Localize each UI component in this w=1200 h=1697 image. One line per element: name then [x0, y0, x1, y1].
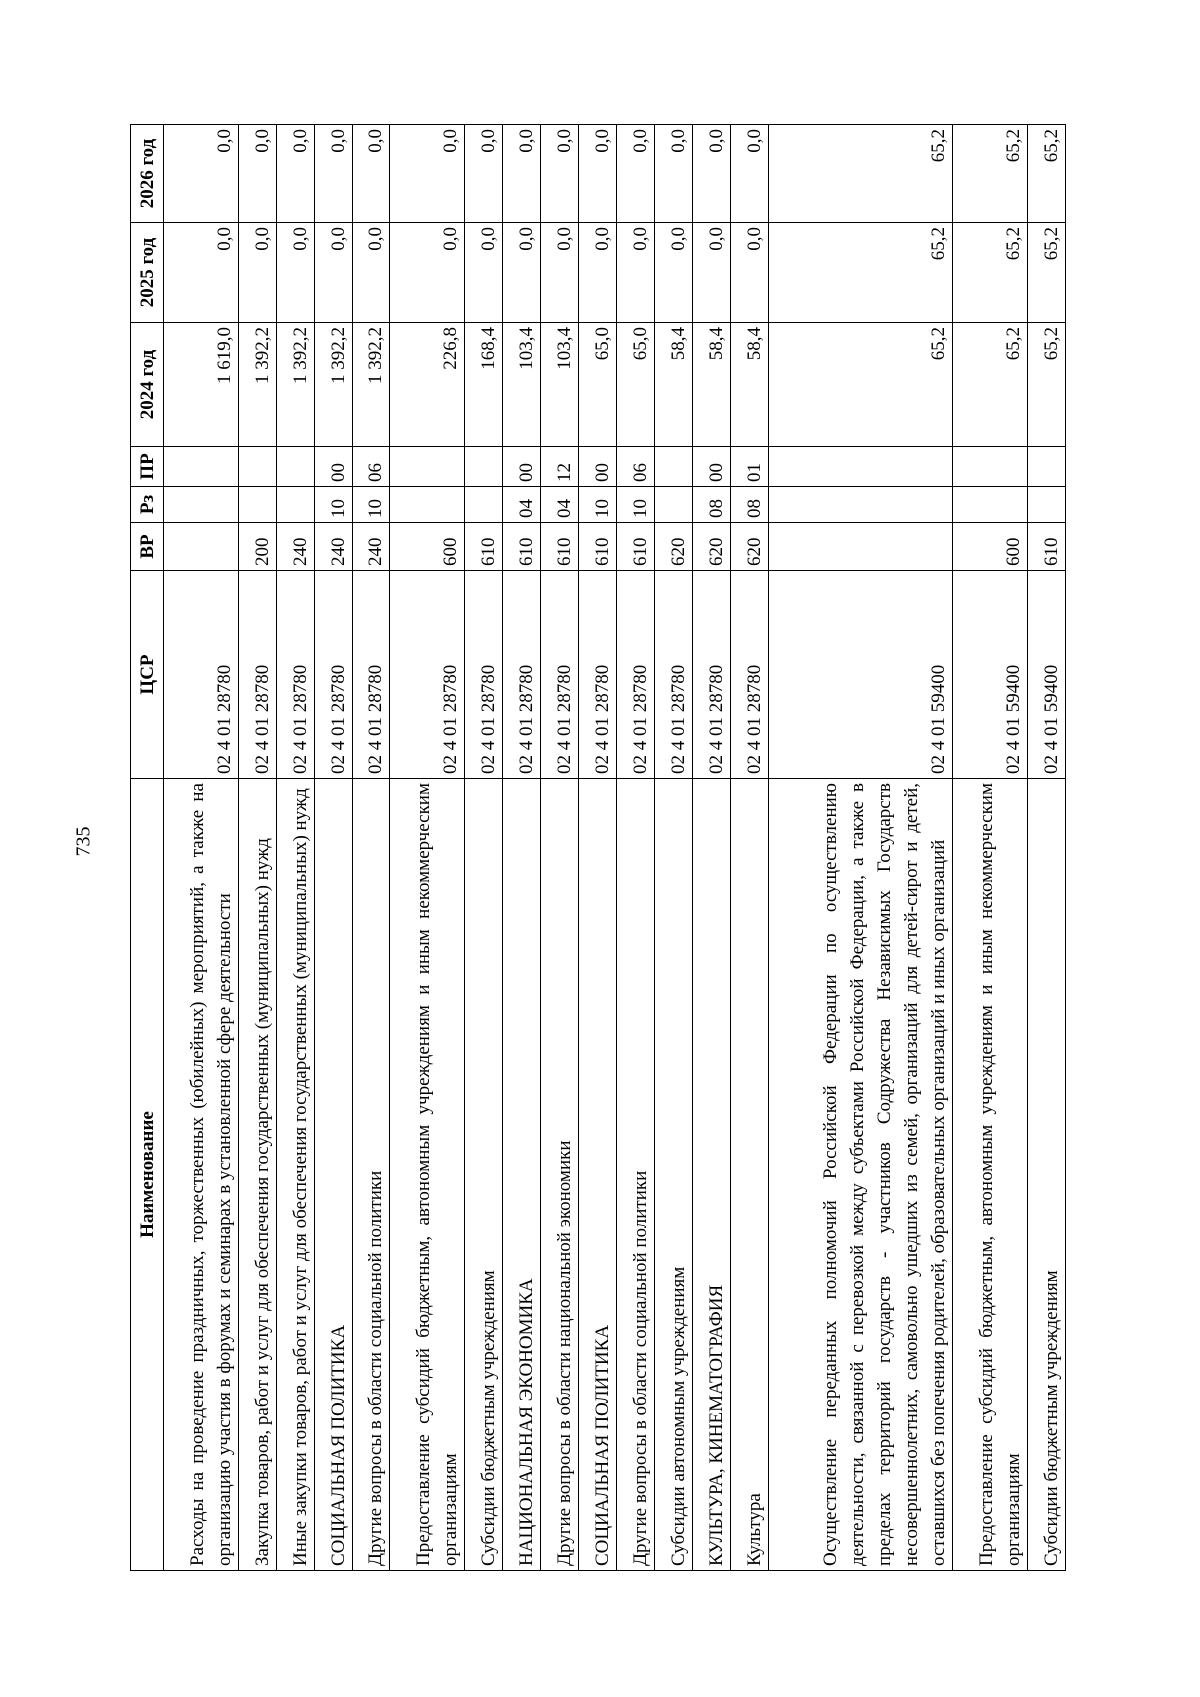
row-vr: 240: [352, 523, 390, 571]
budget-table-container: [130, 125, 1066, 1571]
row-rz: [654, 487, 692, 523]
row-2025: 0,0: [503, 223, 541, 323]
row-csr: 02 4 01 28780: [578, 571, 616, 779]
row-name: Другие вопросы в области социальной политики: [352, 779, 390, 1571]
table-row: [352, 125, 390, 1571]
row-csr: 02 4 01 28780: [164, 571, 239, 779]
row-2025: 0,0: [276, 223, 314, 323]
row-name: Предоставление субсидий бюджетным, автономным учреждениям и иным некоммерческим организациям: [953, 779, 1028, 1571]
row-name: Осуществление переданных полномочий Российской Федерации по осуществлению деятельности, связанной с перевозкой между субъектами Российской Федерации, а также в пределах территорий государств - участников Содружества Независимых Государств несовершеннолетних, самовольно ушедших из семей, организаций для детей-сирот и детей, оставшихся без попечения родителей, образовательных организаций и иных организаций: [768, 779, 952, 1571]
row-2026: 0,0: [692, 125, 730, 223]
row-pr: 12: [541, 447, 579, 487]
row-2024: 1 392,2: [276, 323, 314, 447]
table-row: [276, 125, 314, 1571]
row-2026: 0,0: [654, 125, 692, 223]
row-csr: 02 4 01 59400: [953, 571, 1028, 779]
row-csr: 02 4 01 28780: [352, 571, 390, 779]
table-row: [314, 125, 352, 1571]
row-name: Субсидии автономным учреждениям: [654, 779, 692, 1571]
row-2024: 1 392,2: [238, 323, 276, 447]
table-row: [503, 125, 541, 1571]
row-2025: 65,2: [1027, 223, 1065, 323]
row-csr: 02 4 01 28780: [503, 571, 541, 779]
row-2024: 168,4: [465, 323, 503, 447]
row-2026: 0,0: [541, 125, 579, 223]
row-rz: [238, 487, 276, 523]
header-rz: Рз: [131, 487, 164, 523]
row-2026: 0,0: [616, 125, 654, 223]
table-row: [238, 125, 276, 1571]
row-2025: 0,0: [352, 223, 390, 323]
row-rz: [1027, 487, 1065, 523]
row-rz: 10: [352, 487, 390, 523]
table-row: [692, 125, 730, 1571]
row-2025: 0,0: [390, 223, 465, 323]
row-pr: 00: [314, 447, 352, 487]
row-pr: [276, 447, 314, 487]
header-name: Наименование: [131, 779, 164, 1571]
row-pr: 06: [352, 447, 390, 487]
row-pr: [164, 447, 239, 487]
row-vr: 610: [578, 523, 616, 571]
row-rz: [768, 487, 952, 523]
row-name: Субсидии бюджетным учреждениям: [465, 779, 503, 1571]
row-2026: 65,2: [768, 125, 952, 223]
table-header-row: [131, 125, 164, 1571]
row-pr: [953, 447, 1028, 487]
row-csr: 02 4 01 28780: [276, 571, 314, 779]
row-2026: 0,0: [238, 125, 276, 223]
row-vr: 620: [654, 523, 692, 571]
row-rz: [164, 487, 239, 523]
row-2024: 1 392,2: [314, 323, 352, 447]
row-2024: 226,8: [390, 323, 465, 447]
row-csr: 02 4 01 28780: [616, 571, 654, 779]
row-name: КУЛЬТУРА, КИНЕМАТОГРАФИЯ: [692, 779, 730, 1571]
table-row: [1027, 125, 1065, 1571]
row-vr: 620: [730, 523, 768, 571]
row-vr: 610: [503, 523, 541, 571]
row-2024: 1 392,2: [352, 323, 390, 447]
row-2026: 0,0: [730, 125, 768, 223]
row-2025: 0,0: [692, 223, 730, 323]
row-2025: 0,0: [164, 223, 239, 323]
row-vr: 600: [390, 523, 465, 571]
table-row: [730, 125, 768, 1571]
row-rz: 10: [616, 487, 654, 523]
row-pr: 00: [578, 447, 616, 487]
row-2024: 1 619,0: [164, 323, 239, 447]
table-body: [164, 125, 1066, 1571]
row-pr: 06: [616, 447, 654, 487]
header-vr: ВР: [131, 523, 164, 571]
row-pr: 01: [730, 447, 768, 487]
row-rz: [390, 487, 465, 523]
row-name: Расходы на проведение праздничных, торжественных (юбилейных) мероприятий, а также на организацию участия в форумах и семинарах в установленной сфере деятельности: [164, 779, 239, 1571]
row-pr: [768, 447, 952, 487]
table-row: [465, 125, 503, 1571]
row-rz: [953, 487, 1028, 523]
row-2024: 65,2: [953, 323, 1028, 447]
row-csr: 02 4 01 28780: [730, 571, 768, 779]
row-vr: 610: [541, 523, 579, 571]
header-pr: ПР: [131, 447, 164, 487]
table-row: [768, 125, 952, 1571]
header-2025: 2025 год: [131, 223, 164, 323]
row-vr: 610: [616, 523, 654, 571]
row-csr: 02 4 01 28780: [654, 571, 692, 779]
row-2024: 65,2: [768, 323, 952, 447]
row-rz: 08: [730, 487, 768, 523]
row-2025: 0,0: [541, 223, 579, 323]
row-csr: 02 4 01 59400: [768, 571, 952, 779]
row-2024: 65,0: [578, 323, 616, 447]
row-vr: 200: [238, 523, 276, 571]
row-2025: 0,0: [654, 223, 692, 323]
row-rz: [465, 487, 503, 523]
row-2025: 0,0: [238, 223, 276, 323]
row-csr: 02 4 01 59400: [1027, 571, 1065, 779]
row-pr: 00: [692, 447, 730, 487]
row-vr: 610: [1027, 523, 1065, 571]
row-csr: 02 4 01 28780: [390, 571, 465, 779]
table-row: [541, 125, 579, 1571]
row-pr: [238, 447, 276, 487]
row-csr: 02 4 01 28780: [692, 571, 730, 779]
row-csr: 02 4 01 28780: [541, 571, 579, 779]
row-rz: 10: [314, 487, 352, 523]
row-rz: 04: [541, 487, 579, 523]
row-2026: 0,0: [314, 125, 352, 223]
row-name: Другие вопросы в области социальной политики: [616, 779, 654, 1571]
row-name: Иные закупки товаров, работ и услуг для обеспечения государственных (муниципальных) нужд: [276, 779, 314, 1571]
table-row: [654, 125, 692, 1571]
table-row: [616, 125, 654, 1571]
row-rz: 08: [692, 487, 730, 523]
row-name: Закупка товаров, работ и услуг для обеспечения государственных (муниципальных) нужд: [238, 779, 276, 1571]
row-2025: 65,2: [953, 223, 1028, 323]
row-vr: 600: [953, 523, 1028, 571]
row-pr: 00: [503, 447, 541, 487]
row-2024: 58,4: [654, 323, 692, 447]
row-2024: 65,2: [1027, 323, 1065, 447]
row-name: Культура: [730, 779, 768, 1571]
table-row: [953, 125, 1028, 1571]
row-name: Предоставление субсидий бюджетным, автономным учреждениям и иным некоммерческим организациям: [390, 779, 465, 1571]
budget-table: [130, 124, 1066, 1571]
row-2025: 0,0: [730, 223, 768, 323]
row-rz: 04: [503, 487, 541, 523]
row-2024: 65,0: [616, 323, 654, 447]
page-number: 735: [72, 826, 95, 857]
row-vr: 240: [314, 523, 352, 571]
row-name: СОЦИАЛЬНАЯ ПОЛИТИКА: [314, 779, 352, 1571]
table-row: [390, 125, 465, 1571]
row-vr: 240: [276, 523, 314, 571]
row-2024: 103,4: [541, 323, 579, 447]
row-name: НАЦИОНАЛЬНАЯ ЭКОНОМИКА: [503, 779, 541, 1571]
row-csr: 02 4 01 28780: [314, 571, 352, 779]
row-rz: [276, 487, 314, 523]
row-2025: 0,0: [578, 223, 616, 323]
table-row: [164, 125, 239, 1571]
row-name: Субсидии бюджетным учреждениям: [1027, 779, 1065, 1571]
row-pr: [1027, 447, 1065, 487]
row-2026: 0,0: [390, 125, 465, 223]
row-vr: 610: [465, 523, 503, 571]
table-row: [578, 125, 616, 1571]
row-vr: [768, 523, 952, 571]
row-2026: 65,2: [953, 125, 1028, 223]
row-2024: 58,4: [692, 323, 730, 447]
row-2026: 0,0: [276, 125, 314, 223]
row-vr: 620: [692, 523, 730, 571]
row-pr: [390, 447, 465, 487]
row-2024: 58,4: [730, 323, 768, 447]
row-rz: 10: [578, 487, 616, 523]
row-vr: [164, 523, 239, 571]
header-csr: ЦСР: [131, 571, 164, 779]
row-name: Другие вопросы в области национальной экономики: [541, 779, 579, 1571]
row-pr: [465, 447, 503, 487]
row-2025: 0,0: [616, 223, 654, 323]
row-name: СОЦИАЛЬНАЯ ПОЛИТИКА: [578, 779, 616, 1571]
row-2026: 0,0: [578, 125, 616, 223]
row-2026: 0,0: [465, 125, 503, 223]
row-pr: [654, 447, 692, 487]
row-2026: 0,0: [503, 125, 541, 223]
row-2026: 0,0: [352, 125, 390, 223]
row-2024: 103,4: [503, 323, 541, 447]
row-2026: 0,0: [164, 125, 239, 223]
row-csr: 02 4 01 28780: [465, 571, 503, 779]
row-2025: 65,2: [768, 223, 952, 323]
row-csr: 02 4 01 28780: [238, 571, 276, 779]
row-2025: 0,0: [465, 223, 503, 323]
row-2026: 65,2: [1027, 125, 1065, 223]
header-2024: 2024 год: [131, 323, 164, 447]
row-2025: 0,0: [314, 223, 352, 323]
header-2026: 2026 год: [131, 125, 164, 223]
